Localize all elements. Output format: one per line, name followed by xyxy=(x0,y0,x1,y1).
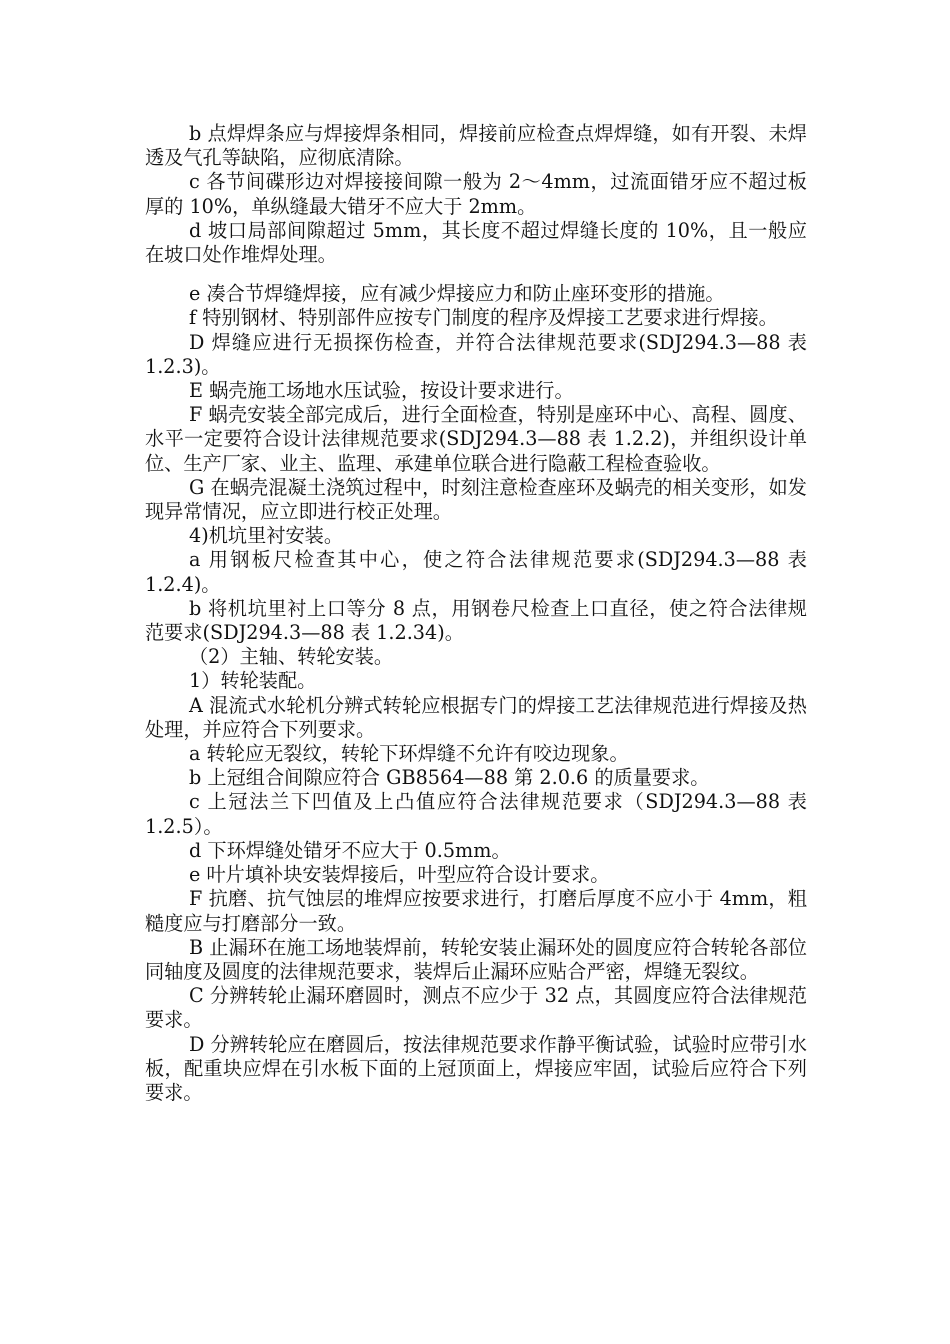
paragraph: A 混流式水轮机分辨式转轮应根据专门的焊接工艺法律规范进行焊接及热处理，并应符合下列要求。 xyxy=(145,693,807,741)
paragraph: F 蜗壳安装全部完成后，进行全面检查，特别是座环中心、高程、圆度、水平一定要符合设计法律规范要求(SDJ294.3—88 表 1.2.2)，并组织设计单位、生产厂家、业主、监理、承建单位联合进行隐蔽工程检查验收。 xyxy=(145,403,807,475)
paragraph: d 坡口局部间隙超过 5mm，其长度不超过焊缝长度的 10%，且一般应在坡口处作堆焊处理。 xyxy=(145,218,807,267)
paragraph: D 分辨转轮应在磨圆后，按法律规范要求作静平衡试验，试验时应带引水板，配重块应焊在引水板下面的上冠顶面上，焊接应牢固，试验后应符合下列要求。 xyxy=(145,1032,807,1104)
paragraph: F 抗磨、抗气蚀层的堆焊应按要求进行，打磨后厚度不应小于 4mm，粗糙度应与打磨部分一致。 xyxy=(145,887,807,935)
paragraph: e 叶片填补块安装焊接后，叶型应符合设计要求。 xyxy=(189,863,610,887)
paragraph: d 下环焊缝处错牙不应大于 0.5mm。 xyxy=(189,838,511,862)
paragraph: 4)机坑里衬安装。 xyxy=(189,524,344,548)
paragraph: c 上冠法兰下凹值及上凸值应符合法律规范要求（SDJ294.3—88 表 1.2.5）。 xyxy=(145,790,807,838)
paragraph: a 转轮应无裂纹，转轮下环焊缝不允许有咬边现象。 xyxy=(189,742,629,766)
paragraph: C 分辨转轮止漏环磨圆时，测点不应少于 32 点，其圆度应符合法律规范要求。 xyxy=(145,984,807,1032)
paragraph: f 特别钢材、特别部件应按专门制度的程序及焊接工艺要求进行焊接。 xyxy=(189,306,778,330)
paragraph: c 各节间碟形边对焊接接间隙一般为 2～4mm，过流面错牙应不超过板厚的 10%，单纵缝最大错牙不应大于 2mm。 xyxy=(145,170,807,218)
paragraph: G 在蜗壳混凝土浇筑过程中，时刻注意检查座环及蜗壳的相关变形，如发现异常情况，应立即进行校正处理。 xyxy=(145,475,807,524)
paragraph: 1）转轮装配。 xyxy=(189,669,317,693)
paragraph: b 上冠组合间隙应符合 GB8564—88 第 2.0.6 的质量要求。 xyxy=(189,766,710,790)
paragraph: （2）主轴、转轮安装。 xyxy=(189,645,394,669)
paragraph: b 将机坑里衬上口等分 8 点，用钢卷尺检查上口直径，使之符合法律规范要求(SDJ294.3—88 表 1.2.34)。 xyxy=(145,596,807,645)
paragraph: a 用钢板尺检查其中心，使之符合法律规范要求(SDJ294.3—88 表 1.2.4)。 xyxy=(145,548,807,596)
body-text xyxy=(145,122,807,1105)
paragraph: D 焊缝应进行无损探伤检查，并符合法律规范要求(SDJ294.3—88 表 1.2.3)。 xyxy=(145,330,807,378)
paragraph: e 凑合节焊缝焊接，应有减少焊接应力和防止座环变形的措施。 xyxy=(189,282,725,306)
paragraph: B 止漏环在施工场地装焊前，转轮安装止漏环处的圆度应符合转轮各部位同轴度及圆度的法律规范要求，装焊后止漏环应贴合严密，焊缝无裂纹。 xyxy=(145,935,807,983)
paragraph: E 蜗壳施工场地水压试验，按设计要求进行。 xyxy=(189,379,574,403)
paragraph: b 点焊焊条应与焊接焊条相同，焊接前应检查点焊焊缝，如有开裂、未焊透及气孔等缺陷，应彻底清除。 xyxy=(145,122,807,170)
